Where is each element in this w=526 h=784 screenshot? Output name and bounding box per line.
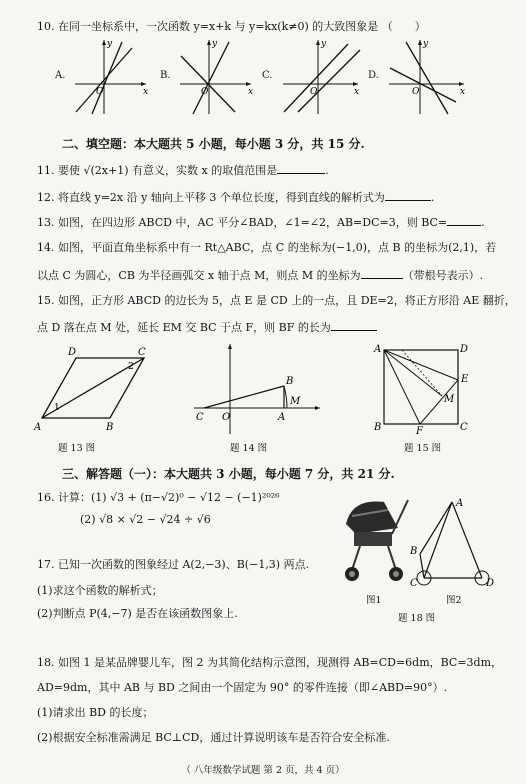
y-axis-label: y bbox=[212, 39, 218, 49]
figure-18-caption: 题 18 图 bbox=[398, 613, 436, 624]
question-15-line1: 15. 如图，正方形 ABCD 的边长为 5，点 E 是 CD 上的一点，且 DE=2，将正方形沿 AE 翻折， bbox=[37, 294, 516, 307]
point-label: D bbox=[486, 578, 495, 588]
question-13-end: . bbox=[481, 216, 485, 229]
question-14-line1: 14. 如图，平面直角坐标系中有一 Rt△ABC，点 C 的坐标为(−1,0)，点 B 的坐标为(2,1)，若 bbox=[37, 241, 497, 254]
question-18-line2: AD=9dm，其中 AB 与 BD 之间由一个固定为 90° 的零件连接（即∠ABD=90°）. bbox=[37, 681, 448, 694]
figure-15 bbox=[372, 340, 472, 436]
question-12-text: 12. 将直线 y=2x 沿 y 轴向上平移 3 个单位长度，得到直线的解析式为 bbox=[37, 191, 385, 204]
y-axis-label: y bbox=[107, 39, 113, 49]
figure-13-caption: 题 13 图 bbox=[58, 443, 96, 454]
question-11 bbox=[37, 163, 496, 178]
answer-blank bbox=[277, 163, 325, 174]
point-label: B bbox=[106, 422, 114, 433]
origin-label: O bbox=[96, 87, 104, 97]
point-label: A bbox=[456, 498, 464, 509]
answer-blank bbox=[447, 215, 481, 226]
point-label: A bbox=[34, 422, 42, 433]
point-label: A bbox=[374, 344, 382, 355]
section-2-title: 二、填空题：本大题共 5 小题，每小题 3 分，共 15 分. bbox=[62, 137, 365, 151]
option-d-label: D. bbox=[368, 70, 379, 81]
option-d-graph bbox=[384, 36, 468, 118]
point-label: B bbox=[410, 546, 418, 557]
x-axis-label: x bbox=[143, 87, 149, 97]
angle-label: 1 bbox=[54, 403, 60, 413]
question-16-part2: (2) √8 × √2 − √24 ÷ √6 bbox=[80, 513, 211, 526]
question-18-part2: (2)根据安全标准需满足 BC⊥CD，通过计算说明该车是否符合安全标准. bbox=[37, 731, 390, 744]
question-14-end: （带根号表示）. bbox=[402, 269, 484, 282]
question-16-part1: 16. 计算：(1) √3 + (π−√2)⁰ − √12 − (−1)²⁰²⁶ bbox=[37, 491, 280, 504]
question-12-end: . bbox=[430, 191, 435, 204]
y-axis-label: y bbox=[321, 39, 327, 49]
x-axis-label: x bbox=[354, 87, 360, 97]
point-label: D bbox=[68, 347, 77, 358]
question-10-text: 10. 在同一坐标系中，一次函数 y=x+k 与 y=kx(k≠0) 的大致图象是 （ ） bbox=[37, 20, 426, 33]
question-15-text: 点 D 落在点 M 处，延长 EM 交 BC 于点 F，则 BF 的长为 bbox=[37, 321, 331, 334]
question-14-line2 bbox=[37, 268, 496, 283]
question-12 bbox=[37, 190, 496, 205]
point-label: D bbox=[460, 344, 469, 355]
option-a-label: A. bbox=[55, 70, 66, 81]
point-label: E bbox=[461, 374, 469, 385]
question-17-part1: (1)求这个函数的解析式； bbox=[37, 584, 163, 597]
angle-label: 2 bbox=[128, 362, 134, 372]
figure-18-image2-label: 图2 bbox=[446, 595, 462, 606]
point-label: C bbox=[196, 412, 204, 423]
question-13-text: 13. 如图，在四边形 ABCD 中，AC 平分∠BAD，∠1=∠2，AB=DC=3，则 BC= bbox=[37, 216, 448, 229]
question-17-line1: 17. 已知一次函数的图象经过 A(2,−3)、B(−1,3) 两点. bbox=[37, 558, 310, 571]
question-14-text: 以点 C 为圆心，CB 为半径画弧交 x 轴于点 M，则点 M 的坐标为 bbox=[37, 269, 361, 282]
point-label: C bbox=[410, 578, 418, 588]
point-label: B bbox=[286, 376, 294, 387]
figure-14-caption: 题 14 图 bbox=[230, 443, 268, 454]
point-label: C bbox=[138, 347, 146, 358]
figure-18-image1-label: 图1 bbox=[366, 595, 382, 606]
question-11-end: . bbox=[325, 164, 329, 177]
point-label: M bbox=[290, 396, 301, 407]
x-axis-label: x bbox=[460, 87, 466, 97]
question-10 bbox=[37, 20, 496, 34]
point-label: C bbox=[460, 422, 468, 433]
option-b-graph bbox=[175, 36, 255, 118]
answer-blank bbox=[385, 190, 431, 201]
question-11-text: 11. 要使 √(2x+1) 有意义，实数 x 的取值范围是 bbox=[37, 164, 278, 177]
section-3-title: 三、解答题（一）：本大题共 3 小题，每小题 7 分，共 21 分. bbox=[62, 467, 395, 481]
option-a-graph bbox=[70, 36, 150, 118]
question-18-line1: 18. 如图 1 是某品牌婴儿车，图 2 为其简化结构示意图，现测得 AB=CD=6dm，BC=3dm， bbox=[37, 656, 503, 669]
answer-blank bbox=[331, 320, 377, 331]
figure-15-caption: 题 15 图 bbox=[404, 443, 442, 454]
option-c-graph bbox=[278, 36, 362, 118]
option-b-label: B. bbox=[160, 70, 171, 81]
figure-18-schematic bbox=[408, 496, 498, 588]
figure-13 bbox=[32, 344, 152, 434]
answer-blank bbox=[361, 268, 403, 279]
origin-label: O bbox=[412, 87, 420, 97]
origin-label: O bbox=[201, 87, 209, 97]
option-c-label: C. bbox=[262, 70, 273, 81]
point-label: B bbox=[374, 422, 382, 433]
stroller-photo bbox=[338, 494, 414, 586]
question-15-line2 bbox=[37, 320, 496, 335]
question-13 bbox=[37, 215, 496, 230]
point-label: O bbox=[222, 412, 231, 423]
figure-14 bbox=[192, 340, 322, 436]
y-axis-label: y bbox=[423, 39, 429, 49]
page-footer: （ 八年级数学试题 第 2 页，共 4 页） bbox=[181, 765, 345, 776]
question-17-part2: (2)判断点 P(4,−7) 是否在该函数图象上. bbox=[37, 607, 238, 620]
question-18-part1: (1)请求出 BD 的长度； bbox=[37, 706, 154, 719]
point-label: F bbox=[416, 426, 423, 436]
origin-label: O bbox=[310, 87, 318, 97]
x-axis-label: x bbox=[248, 87, 254, 97]
point-label: A bbox=[278, 412, 286, 423]
point-label: M bbox=[444, 394, 455, 405]
